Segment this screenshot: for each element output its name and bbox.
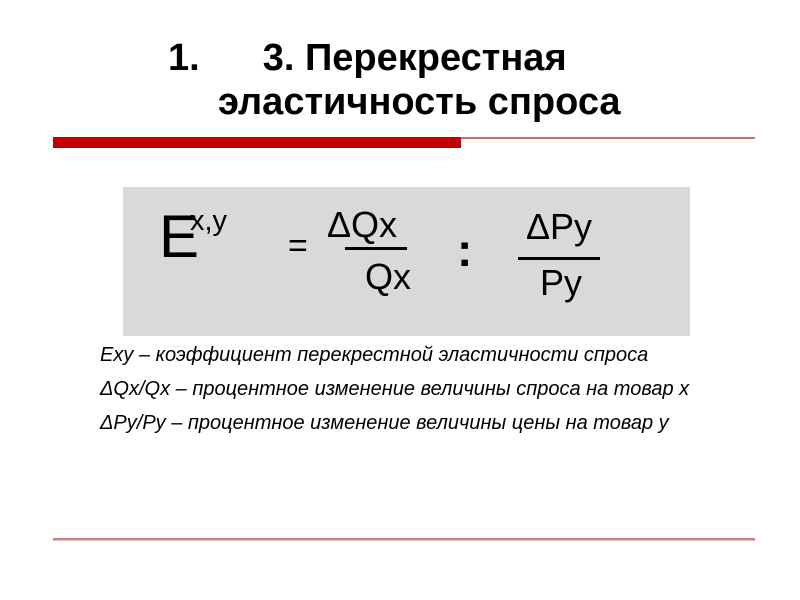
formula-symbol-e: E: [159, 203, 200, 270]
fraction-delta-qx: [327, 204, 412, 297]
slide-title-line2: эластичность спроса: [218, 81, 621, 123]
title-underline-accent-bar: [53, 137, 461, 148]
division-colon-sign: :: [457, 224, 473, 276]
definition-dpy-py: ΔPy/Py – процентное изменение величины цены на товар y: [100, 412, 669, 434]
title-list-number: 1.: [168, 37, 200, 79]
definition-dqx-qx: ΔQx/Qx – процентное изменение величины спроса на товар x: [100, 378, 690, 400]
slide-title-line1: [168, 36, 567, 80]
fraction-delta-py: [518, 206, 600, 303]
fraction-denominator: Qx: [365, 256, 412, 297]
fraction-denominator: Py: [540, 262, 583, 303]
title-text-line1: 3. Перекрестная: [262, 37, 567, 79]
footer-rule: [53, 538, 755, 541]
fraction-bar: [518, 257, 600, 260]
formula-box: [123, 187, 690, 336]
equals-sign: =: [288, 227, 308, 265]
fraction-numerator: ΔQx: [327, 204, 398, 245]
definition-exy: Exy – коэффициент перекрестной эластичности спроса: [100, 344, 649, 366]
fraction-bar: [345, 247, 407, 250]
fraction-numerator: ΔPy: [526, 206, 593, 247]
definitions-block: [100, 338, 689, 440]
formula-superscript-xy: x,y: [190, 205, 228, 237]
